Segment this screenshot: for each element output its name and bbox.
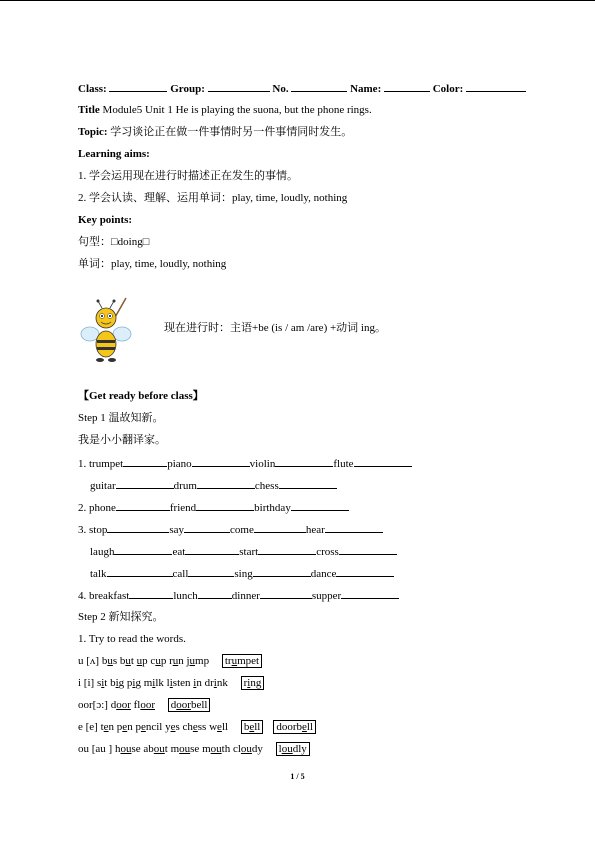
phonics-word: pencil [135,721,163,733]
answer-blank[interactable] [184,522,230,533]
phoneme-letters: i [193,677,197,689]
exercise-row [90,544,397,559]
phoneme-letters: i [213,677,217,689]
target-word: trumpet [222,654,262,668]
name-field[interactable] [384,81,430,92]
word: birthday [254,502,291,514]
word: cross [316,546,339,558]
bee-mascot-icon [80,296,132,368]
word: flute [333,458,354,470]
answer-blank[interactable] [354,456,412,467]
phoneme-letters: e [249,721,255,733]
topic-label: Topic: [78,126,108,138]
answer-blank[interactable] [192,456,250,467]
answer-blank[interactable] [196,500,254,511]
item-number: 4. [78,590,89,602]
step2-title: Step 2 新知探究。 [78,611,164,623]
word: lunch [173,590,198,602]
target-word: doorbell [168,698,211,712]
phoneme-letters: i [101,677,105,689]
word: eat [172,546,186,558]
bee-note: 现在进行时：主语+be (is / am /are) +动词 ing。 [164,322,386,334]
word: come [230,524,254,536]
phonics-word: mouth [202,743,231,755]
word: start [239,546,259,558]
phoneme-letters: e [302,721,307,733]
step1-title: Step 1 温故知新。 [78,412,164,424]
answer-blank[interactable] [291,500,349,511]
phoneme-letters: oor [140,699,156,711]
phoneme-letters: ou [179,743,191,755]
step1-subtitle: 我是小小翻译家。 [78,434,166,446]
class-field[interactable] [109,81,167,92]
phonics-word: about [143,743,168,755]
phonics-row [78,742,310,756]
phoneme-letters: e [192,721,198,733]
phoneme-letters: u [189,655,196,667]
word: say [169,524,185,536]
phoneme-letters: ou [120,743,132,755]
phoneme-label: e [e] [78,721,101,733]
top-rule [0,0,595,1]
phonics-word: milk [143,677,164,689]
word: piano [167,458,192,470]
phoneme-label: i [i] [78,677,97,689]
exercise-row [78,588,399,603]
target-word: bell [241,720,264,734]
group-field[interactable] [208,81,270,92]
word: guitar [90,480,116,492]
phonics-word: door [110,699,131,711]
phonics-word: listen [166,677,191,689]
word: dance [310,568,337,580]
phoneme-letters: i [115,677,119,689]
phonics-word: big [110,677,125,689]
no-label: No. [272,83,289,95]
exercise-row [90,478,337,493]
color-label: Color: [432,83,464,95]
answer-blank[interactable] [116,500,170,511]
no-field[interactable] [291,81,347,92]
phoneme-letters: u [231,655,238,667]
answer-blank[interactable] [254,522,306,533]
answer-blank[interactable] [107,522,169,533]
answer-blank[interactable] [198,588,232,599]
topic-line [78,125,352,139]
phoneme-letters: i [169,677,173,689]
word: call [172,568,189,580]
answer-blank[interactable] [325,522,383,533]
word: dinner [231,590,260,602]
phonics-row [78,676,264,690]
word: chess [254,480,279,492]
phoneme-label: ou [au ] [78,743,115,755]
phonics-word: well [209,721,229,733]
phonics-word: cup [150,655,167,667]
phoneme-letters: u [172,655,179,667]
phoneme-letters: e [170,721,176,733]
phoneme-letters: e [217,721,222,733]
phonics-word: in [193,677,202,689]
word: hear [305,524,325,536]
answer-blank[interactable] [114,544,172,555]
phoneme-letters: u [155,655,161,667]
word: breakfast [89,590,130,602]
answer-blank[interactable] [185,544,239,555]
answer-blank[interactable] [107,566,173,577]
phonics-word: bus [101,655,118,667]
word: supper [311,590,342,602]
word: drum [173,480,197,492]
phoneme-letters: e [122,721,128,733]
answer-blank[interactable] [188,566,234,577]
phoneme-letters: ou [153,743,165,755]
exercise-row [90,566,394,581]
answer-blank[interactable] [116,478,174,489]
phoneme-letters: u [125,655,131,667]
answer-blank[interactable] [197,478,255,489]
phoneme-letters: oor [116,699,131,711]
phonics-row [78,720,316,734]
title-text: Module5 Unit 1 He is playing the suona, but the phone rings. [102,104,372,116]
phoneme-label: u [ʌ] [78,655,102,667]
phoneme-letters: e [103,721,109,733]
phonics-word: run [169,655,184,667]
color-field[interactable] [466,81,526,92]
aim-item: 1. 学会运用现在进行时描述正在发生的事情。 [78,170,298,182]
topic-text: 学习谈论正在做一件事情时另一件事情同时发生。 [110,126,353,138]
answer-blank[interactable] [336,566,394,577]
phoneme-letters: ou [281,743,293,755]
phoneme-letters: oor [176,699,191,711]
word: violin [249,458,276,470]
answer-blank[interactable] [339,544,397,555]
target-word: doorbell [273,720,316,734]
answer-blank[interactable] [279,478,337,489]
phonics-word: house [114,743,141,755]
phonics-word: pig [126,677,141,689]
exercise-row [78,522,383,537]
name-label: Name: [350,83,382,95]
phoneme-letters: i [132,677,136,689]
title-label: Title [78,104,100,116]
target-word: loudly [276,742,310,756]
phonics-word: ten [100,721,115,733]
class-label: Class: [78,83,107,95]
exercise-row [78,456,412,471]
word: stop [89,524,108,536]
phoneme-letters: e [140,721,146,733]
group-label: Group: [170,83,205,95]
phonics-word: cloudy [232,743,263,755]
phonics-row [78,654,262,668]
title-line [78,103,372,117]
phonics-word: mouse [170,743,200,755]
word: sing [234,568,253,580]
page-number: 1 / 5 [290,772,305,781]
answer-blank[interactable] [275,456,333,467]
section-heading: 【Get ready before class】 [78,390,204,402]
answer-blank[interactable] [341,588,399,599]
answer-blank[interactable] [258,544,316,555]
answer-blank[interactable] [253,566,311,577]
item-number: 1. [78,458,89,470]
phonics-row [78,698,210,712]
aim-item: 2. 学会认读、理解、运用单词：play, time, loudly, nothing [78,192,348,204]
phoneme-letters: u [107,655,113,667]
phoneme-letters: i [247,677,251,689]
phoneme-letters: i [152,677,156,689]
phonics-word: drink [204,677,228,689]
target-word: ring [241,676,265,690]
phoneme-letters: ou [240,743,252,755]
word: laugh [90,546,115,558]
word: trumpet [89,458,124,470]
header-fields [78,81,526,96]
item-number: 2. [78,502,89,514]
word: friend [169,502,197,514]
key-points-words: 单词：play, time, loudly, nothing [78,258,227,270]
phonics-word: floor [133,699,156,711]
read-instruction: 1. Try to read the words. [78,633,186,645]
phoneme-label: oor[ɔ:] [78,699,111,711]
word: talk [90,568,107,580]
answer-blank[interactable] [123,456,167,467]
aims-heading: Learning aims: [78,148,150,160]
phoneme-letters: u [136,655,143,667]
phonics-word: jump [186,655,210,667]
phonics-word: sit [96,677,108,689]
key-points-sentence: 句型：□doing□ [78,236,150,248]
exercise-row [78,500,349,515]
answer-blank[interactable] [260,588,312,599]
item-number: 3. [78,524,89,536]
answer-blank[interactable] [129,588,173,599]
phonics-word: but [119,655,134,667]
phonics-word: pen [116,721,133,733]
key-points-heading: Key points: [78,214,133,226]
phonics-word: chess [182,721,207,733]
phonics-word: up [136,655,148,667]
word: phone [89,502,116,514]
phoneme-letters: ou [210,743,222,755]
phonics-word: yes [165,721,180,733]
